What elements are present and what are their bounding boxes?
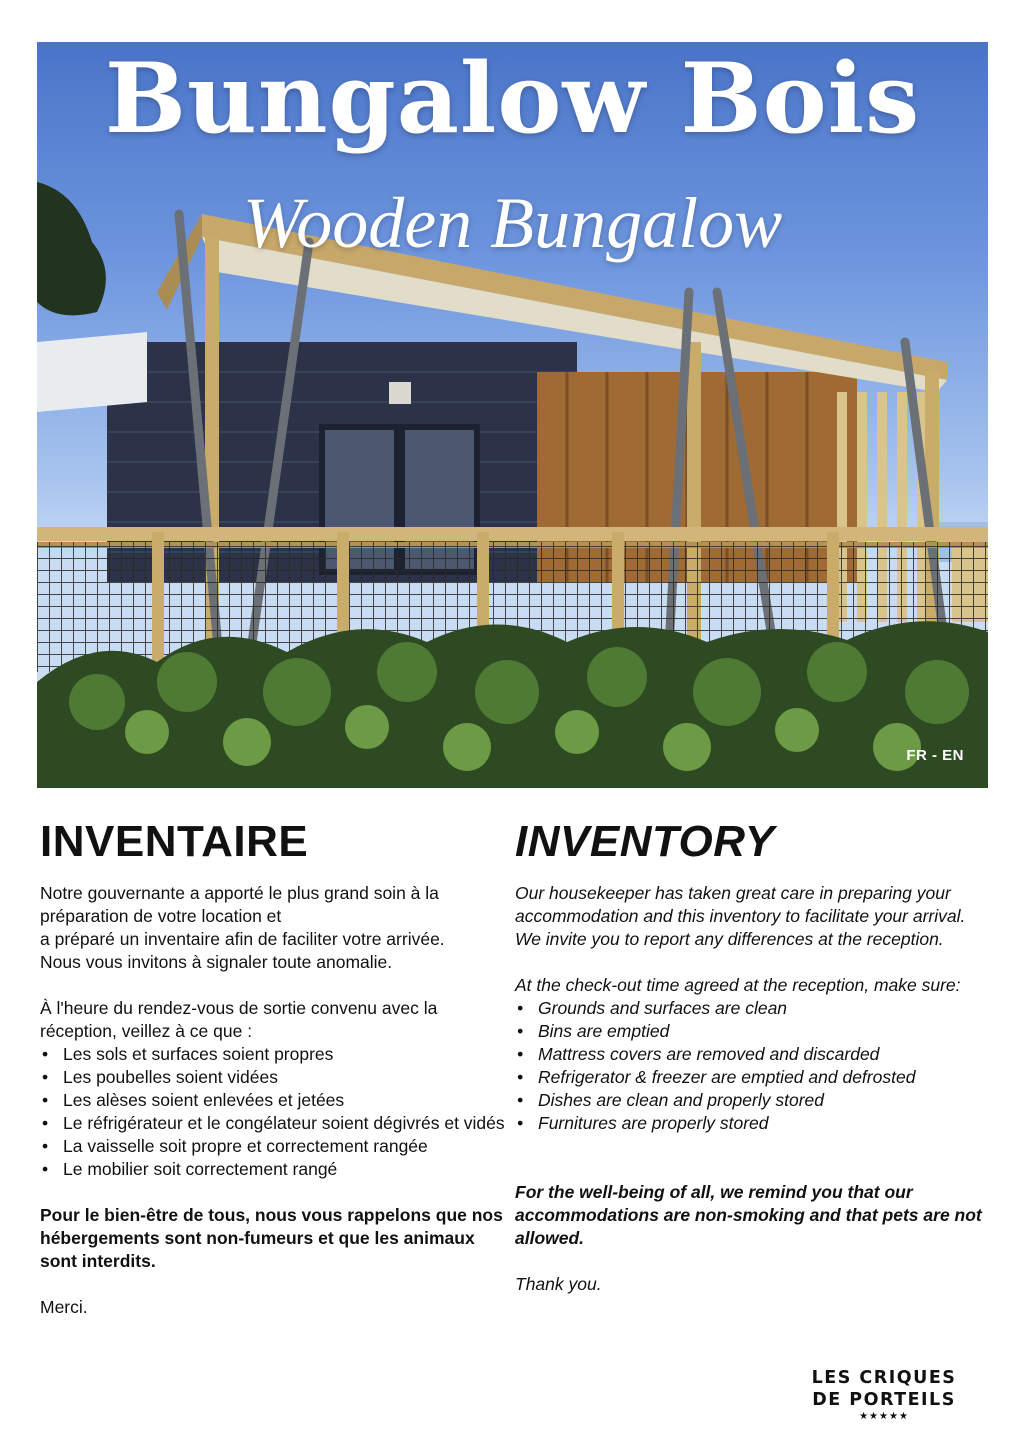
english-checkout-intro: At the check-out time agreed at the reception, make sure: bbox=[515, 975, 961, 995]
logo-line: LES CRIQUES bbox=[811, 1368, 957, 1388]
hero-subtitle: Wooden Bungalow bbox=[242, 183, 783, 263]
list-item: • Furnitures are properly stored bbox=[515, 1112, 985, 1135]
rating-stars: ★★★★★ bbox=[859, 1411, 909, 1422]
list-item: • Les poubelles soient vidées bbox=[40, 1066, 510, 1089]
english-reminder: For the well-being of all, we remind you that our accommodations are non-smoking and that pets are not allowed. bbox=[515, 1182, 982, 1248]
list-item: • La vaisselle soit propre et correctement rangée bbox=[40, 1135, 510, 1158]
french-heading: INVENTAIRE bbox=[40, 817, 309, 866]
english-checklist bbox=[515, 997, 985, 1135]
list-item: • Les sols et surfaces soient propres bbox=[40, 1043, 510, 1066]
logo-line: DE PORTEILS bbox=[812, 1390, 956, 1410]
english-thanks: Thank you. bbox=[515, 1274, 602, 1294]
list-item: • Mattress covers are removed and discarded bbox=[515, 1043, 985, 1066]
language-tag: FR - EN bbox=[906, 747, 964, 764]
list-item: • Les alèses soient enlevées et jetées bbox=[40, 1089, 510, 1112]
french-reminder: Pour le bien-être de tous, nous vous rappelons que nos hébergements sont non-fumeurs et que les animaux sont interdits. bbox=[40, 1205, 503, 1271]
list-item: • Dishes are clean and properly stored bbox=[515, 1089, 985, 1112]
french-intro-line: a préparé un inventaire afin de faciliter votre arrivée. bbox=[40, 929, 445, 949]
english-intro-line: Our housekeeper has taken great care in preparing your accommodation and this inventory to facilitate your arrival. bbox=[515, 883, 966, 926]
english-intro-line: We invite you to report any differences at the reception. bbox=[515, 929, 944, 949]
french-checkout-intro: À l'heure du rendez-vous de sortie convenu avec la réception, veillez à ce que : bbox=[40, 998, 438, 1041]
list-item: • Le mobilier soit correctement rangé bbox=[40, 1158, 510, 1181]
french-thanks: Merci. bbox=[40, 1297, 88, 1317]
french-intro-line: Notre gouvernante a apporté le plus grand soin à la préparation de votre location et bbox=[40, 883, 439, 926]
list-item: • Refrigerator & freezer are emptied and defrosted bbox=[515, 1066, 985, 1089]
french-column bbox=[40, 814, 510, 1319]
english-column bbox=[515, 814, 985, 1296]
hero-photo bbox=[37, 42, 988, 788]
french-checklist bbox=[40, 1043, 510, 1181]
list-item: • Bins are emptied bbox=[515, 1020, 985, 1043]
english-heading: INVENTORY bbox=[515, 817, 775, 866]
hero-title: Bungalow Bois bbox=[104, 42, 921, 155]
list-item: • Le réfrigérateur et le congélateur soient dégivrés et vidés bbox=[40, 1112, 510, 1135]
brand-logo bbox=[796, 1367, 972, 1423]
french-intro-line: Nous vous invitons à signaler toute anomalie. bbox=[40, 952, 393, 972]
list-item: • Grounds and surfaces are clean bbox=[515, 997, 985, 1020]
